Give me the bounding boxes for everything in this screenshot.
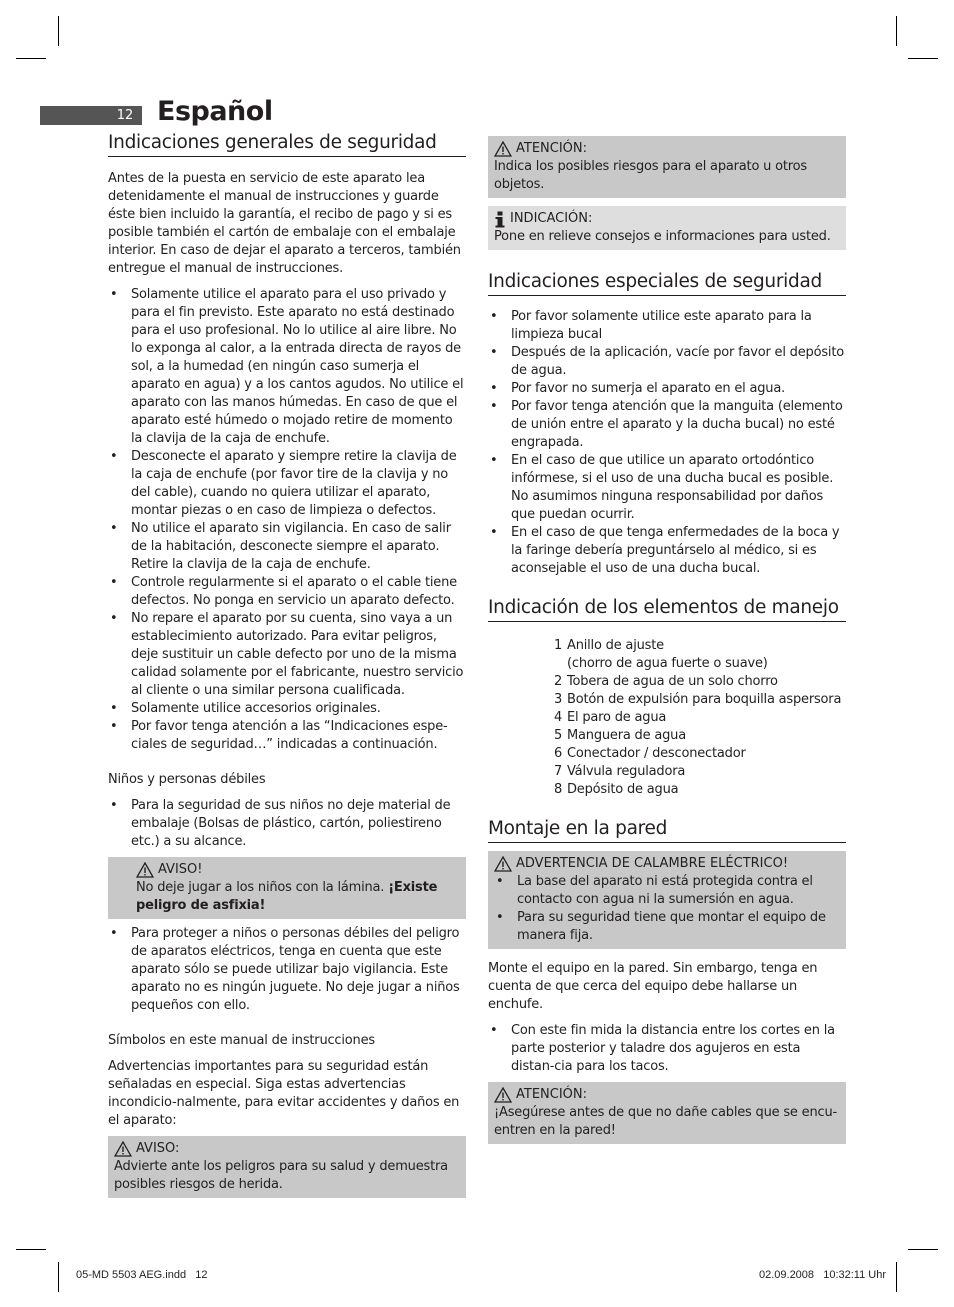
list-item: • Por favor tenga atención a las “Indicaciones espe-ciales de seguridad…” indicadas a continuación. [108, 718, 466, 754]
list-item: • Después de la aplicación, vacíe por favor el depósito de agua. [488, 344, 846, 380]
wall-mount-paragraph: Monte el equipo en la pared. Sin embargo, tenga en cuenta de que cerca del equipo debe hallarse un enchufe. [488, 961, 818, 1012]
list-item: • Para proteger a niños o personas débiles del peligro de aparatos eléctricos, tenga en cuenta que este aparato sólo se puede utilizar bajo vigilancia. Este aparato no es ningún juguete. No deje jugar a niños pequeños con ello. [108, 925, 466, 1015]
crop-mark [908, 1249, 938, 1250]
crop-mark [58, 16, 59, 46]
list-item: • En el caso de que tenga enfermedades de la boca y la faringe debería preguntárselo al médico, si es aconsejable el uso de una ducha bucal. [488, 524, 846, 578]
info-icon [494, 211, 506, 228]
section-heading-wall-mount: Montaje en la pared [488, 818, 846, 843]
control-label: Anillo de ajuste [567, 638, 664, 653]
warning-text: Advierte ante los peligros para su salud y demuestra posibles riesgos de herida. [114, 1159, 448, 1192]
footer-file-info: 05-MD 5503 AEG.indd 12 [76, 1269, 208, 1281]
symbols-heading: Símbolos en este manual de instrucciones [108, 1033, 375, 1048]
control-item [554, 727, 846, 745]
section-heading-controls: Indicación de los elementos de manejo [488, 597, 846, 622]
control-item [554, 637, 846, 655]
crop-mark [896, 16, 897, 46]
control-number: 5 [554, 728, 563, 743]
language-title: Español [157, 96, 273, 127]
list-item: • Controle regularmente si el aparato o el cable tiene defectos. No ponga en servicio un aparato defecto. [108, 574, 466, 610]
control-item [554, 763, 846, 781]
list-item: • Por favor solamente utilice este aparato para la limpieza bucal [488, 308, 846, 344]
children-heading: Niños y personas débiles [108, 772, 266, 787]
warning-label: AVISO! [158, 862, 203, 877]
control-item [554, 673, 846, 691]
wall-mount-list [488, 1022, 846, 1076]
children-list [108, 797, 466, 851]
list-item: • No utilice el aparato sin vigilancia. En caso de salir de la habitación, desconecte siempre el aparato. Retire la clavija de la caja de enchufe. [108, 520, 466, 574]
page-number: 12 [108, 106, 142, 125]
control-number: 7 [554, 764, 563, 779]
list-item: • Para su seguridad tiene que montar el equipo de manera fija. [494, 909, 840, 945]
control-number [554, 655, 567, 673]
control-item [554, 691, 846, 709]
control-label: Botón de expulsión para boquilla aspersora [567, 692, 842, 707]
control-number: 6 [554, 746, 563, 761]
right-column [488, 136, 846, 1144]
warning-icon [494, 856, 512, 872]
control-label: El paro de agua [567, 710, 667, 725]
caution-text: ¡Asegúrese antes de que no dañe cables que se encu-entren en la pared! [494, 1105, 837, 1138]
electric-warning-label: ADVERTENCIA DE CALAMBRE ELÉCTRICO! [516, 856, 789, 871]
list-item: • Para la seguridad de sus niños no deje material de embalaje (Bolsas de plástico, cartón, poliestireno etc.) a su alcance. [108, 797, 466, 851]
caution-box-atencion [488, 136, 846, 198]
children-list-2 [108, 925, 466, 1015]
caution-box-atencion-2 [488, 1082, 846, 1144]
list-item: • Desconecte el aparato y siempre retire la clavija de la caja de enchufe (por favor tire de la clavija y no del cable), cuando no quiera utilizar el aparato, montar piezas o en caso de limpieza o defectos. [108, 448, 466, 520]
warning-icon [494, 141, 512, 157]
list-item: • Con este fin mida la distancia entre los cortes en la parte posterior y taladre dos agujeros en esta distan-cia para los tacos. [488, 1022, 846, 1076]
control-number: 1 [554, 638, 563, 653]
folio-bar [40, 106, 110, 125]
warning-header [136, 861, 460, 879]
footer-datetime: 02.09.2008 10:32:11 Uhr [758, 1269, 886, 1281]
crop-mark [16, 58, 46, 59]
info-label: INDICACIÓN: [510, 211, 593, 226]
warning-label: AVISO: [136, 1141, 180, 1156]
info-text: Pone en relieve consejos e informaciones para usted. [494, 229, 831, 244]
control-item [554, 745, 846, 763]
controls-list [488, 637, 846, 799]
control-label: Depósito de agua [567, 782, 679, 797]
caution-text: Indica los posibles riesgos para el aparato u otros objetos. [494, 159, 807, 192]
control-item [554, 709, 846, 727]
warning-box-aviso [108, 857, 466, 919]
warning-header [114, 1140, 460, 1158]
caution-label: ATENCIÓN: [516, 141, 588, 156]
caution-label: ATENCIÓN: [516, 1087, 588, 1102]
warning-box-aviso-2 [108, 1136, 466, 1198]
control-label: (chorro de agua fuerte o suave) [567, 656, 768, 671]
electric-warning-box [488, 851, 846, 949]
control-item [554, 655, 846, 673]
crop-mark [58, 1262, 59, 1292]
list-item: • Solamente utilice accesorios originales. [108, 700, 466, 718]
list-item: • Por favor tenga atención que la manguita (elemento de unión entre el aparato y la ducha bucal) no esté engrapada. [488, 398, 846, 452]
crop-mark [908, 58, 938, 59]
warning-icon [136, 862, 154, 878]
control-item [554, 781, 846, 799]
intro-paragraph: Antes de la puesta en servicio de este aparato lea detenidamente el manual de instrucciones y guarde éste bien incluido la garantía, el recibo de pago y si es posible también el cartón de embalaje con el embalaje interior. En caso de dejar el aparato a terceros, también entregue el manual de instrucciones. [108, 171, 461, 276]
control-label: Manguera de agua [567, 728, 686, 743]
control-label: Tobera de agua de un solo chorro [567, 674, 778, 689]
symbols-paragraph: Advertencias importantes para su seguridad están señaladas en especial. Siga estas advertencias incondicio-nalmente, para evitar accidentes y daños en el aparato: [108, 1059, 460, 1128]
crop-mark [896, 1262, 897, 1292]
left-column [108, 132, 466, 1198]
general-safety-list [108, 286, 466, 754]
warning-text [136, 879, 460, 915]
list-item: • Solamente utilice el aparato para el uso privado y para el fin previsto. Este aparato no está destinado para el uso profesional. No lo utilice al aire libre. No lo exponga al calor, a la entrada directa de rayos de sol, a la humedad (en ningún caso sumerja el aparato en agua) y a los cantos agudos. No utilice el aparato con las manos húmedas. En caso de que el aparato esté húmedo o mojado retire de momento la clavija de la caja de enchufe. [108, 286, 466, 448]
list-item: • Por favor no sumerja el aparato en el agua. [488, 380, 846, 398]
info-header [494, 210, 840, 228]
caution-header [494, 140, 840, 158]
info-box-indicacion [488, 206, 846, 250]
list-item: • La base del aparato ni está protegida contra el contacto con agua ni la sumersión en agua. [494, 873, 840, 909]
control-number: 4 [554, 710, 563, 725]
warning-icon [114, 1141, 132, 1157]
section-heading-special-safety: Indicaciones especiales de seguridad [488, 271, 846, 296]
section-heading-general-safety: Indicaciones generales de seguridad [108, 132, 466, 157]
list-item: • No repare el aparato por su cuenta, sino vaya a un establecimiento autorizado. Para evitar peligros, deje sustituir un cable defecto por uno de la misma calidad solamente por el fabricante, nuestro servicio al cliente o una similar persona cualificada. [108, 610, 466, 700]
special-safety-list [488, 308, 846, 578]
control-number: 2 [554, 674, 563, 689]
control-label: Conectador / desconectador [567, 746, 746, 761]
control-label: Válvula reguladora [567, 764, 686, 779]
warning-icon [494, 1087, 512, 1103]
list-item: • En el caso de que utilice un aparato ortodóntico infórmese, si el uso de una ducha bucal es posible. No asumimos ninguna responsabilidad por daños que puedan ocurrir. [488, 452, 846, 524]
warning-text-normal: No deje jugar a los niños con la lámina. [136, 880, 389, 895]
electric-warning-header [494, 855, 840, 873]
control-number: 8 [554, 782, 563, 797]
electric-warning-list [494, 873, 840, 945]
crop-mark [16, 1249, 46, 1250]
warning-text-bold: ¡Existe peligro de asfixia! [136, 880, 438, 913]
caution-header [494, 1086, 840, 1104]
control-number: 3 [554, 692, 563, 707]
